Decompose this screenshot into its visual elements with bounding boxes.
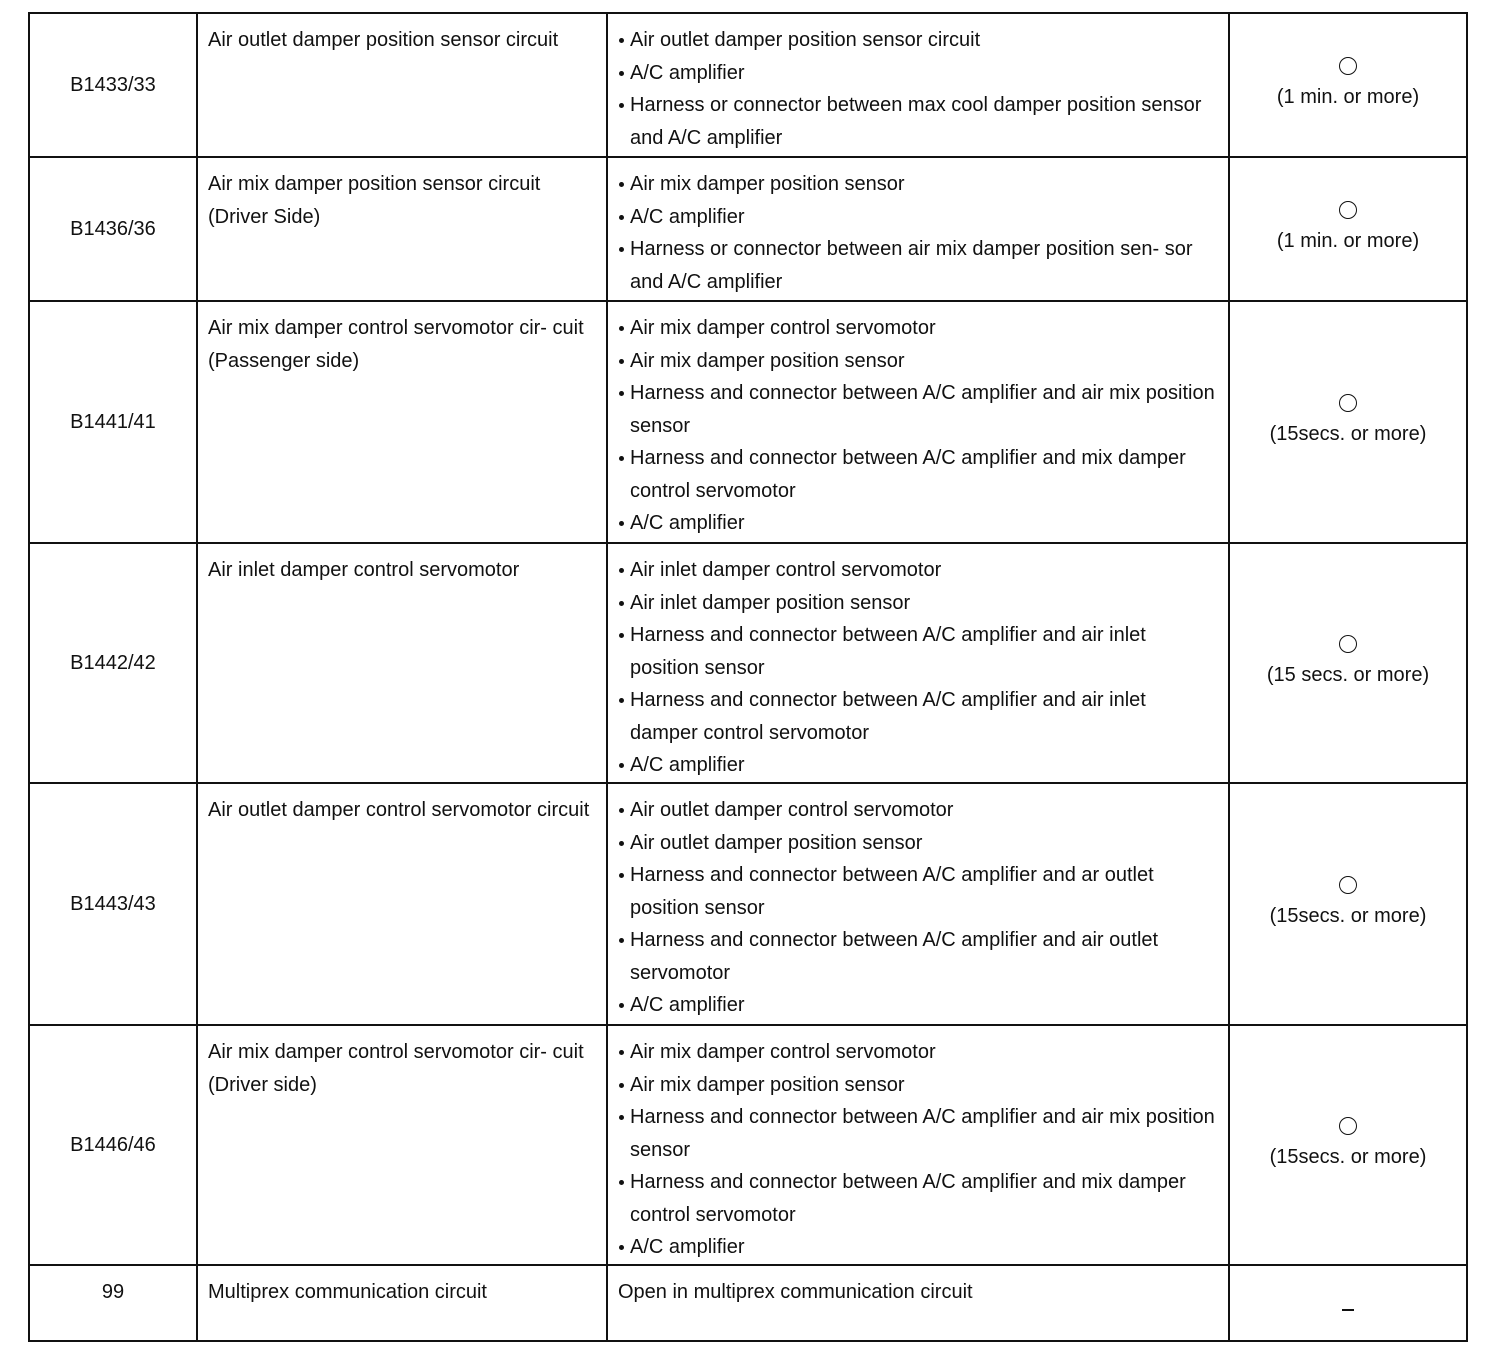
- table-row: [29, 157, 1467, 301]
- list-item: Harness or connector between max cool damper position sensor and A/C amplifier: [618, 89, 1218, 154]
- memory-cell: [1229, 157, 1467, 301]
- dtc-code-cell: B1446/46: [29, 1025, 197, 1265]
- list-item: Harness and connector between A/C amplifier and air mix position sensor: [618, 1101, 1218, 1166]
- list-item: Harness and connector between A/C amplifier and air mix position sensor: [618, 377, 1218, 442]
- circle-icon: [1339, 876, 1357, 894]
- list-item: Air mix damper control servomotor: [618, 312, 1218, 345]
- memory-cell: [1229, 13, 1467, 157]
- list-item: Air inlet damper control servomotor: [618, 554, 1218, 587]
- list-item: A/C amplifier: [618, 57, 1218, 90]
- circle-icon: [1339, 201, 1357, 219]
- dtc-code-cell: B1436/36: [29, 157, 197, 301]
- trouble-area-cell: [607, 783, 1229, 1025]
- trouble-area-cell: [607, 157, 1229, 301]
- detection-item-cell: Air inlet damper control servomotor: [197, 543, 607, 783]
- trouble-area-list: [618, 554, 1218, 782]
- list-item: Air mix damper control servomotor: [618, 1036, 1218, 1069]
- memory-cell: [1229, 783, 1467, 1025]
- detection-item-cell: Air mix damper position sensor circuit (Driver Side): [197, 157, 607, 301]
- circle-icon: [1339, 1117, 1357, 1135]
- dtc-code-cell: B1442/42: [29, 543, 197, 783]
- table-row: [29, 13, 1467, 157]
- detection-item-cell: Air outlet damper position sensor circuit: [197, 13, 607, 157]
- memory-cell: [1229, 1265, 1467, 1341]
- list-item: Air outlet damper control servomotor: [618, 794, 1218, 827]
- memory-condition: (1 min. or more): [1276, 86, 1420, 108]
- memory-condition: (1 min. or more): [1276, 230, 1420, 252]
- trouble-area-list: [618, 24, 1218, 154]
- dtc-code-cell: B1443/43: [29, 783, 197, 1025]
- list-item: Harness or connector between air mix damper position sen- sor and A/C amplifier: [618, 233, 1218, 298]
- trouble-area-cell: Open in multiprex communication circuit: [607, 1265, 1229, 1341]
- table-row: [29, 301, 1467, 543]
- dash-icon: [1342, 1309, 1354, 1311]
- trouble-area-cell: [607, 13, 1229, 157]
- dtc-code-cell: B1441/41: [29, 301, 197, 543]
- trouble-area-list: [618, 794, 1218, 1022]
- table-row: [29, 1025, 1467, 1265]
- list-item: Air mix damper position sensor: [618, 168, 1218, 201]
- table-row: [29, 1265, 1467, 1341]
- list-item: A/C amplifier: [618, 989, 1218, 1022]
- list-item: Harness and connector between A/C amplifier and mix damper control servomotor: [618, 1166, 1218, 1231]
- list-item: A/C amplifier: [618, 201, 1218, 234]
- detection-item-cell: Air mix damper control servomotor cir- cuit (Driver side): [197, 1025, 607, 1265]
- dtc-code-cell: B1433/33: [29, 13, 197, 157]
- circle-icon: [1339, 635, 1357, 653]
- list-item: Harness and connector between A/C amplifier and ar outlet position sensor: [618, 859, 1218, 924]
- detection-item-cell: Multiprex communication circuit: [197, 1265, 607, 1341]
- circle-icon: [1339, 394, 1357, 412]
- memory-condition: (15 secs. or more): [1266, 664, 1430, 686]
- list-item: Air mix damper position sensor: [618, 1069, 1218, 1102]
- memory-condition: (15secs. or more): [1269, 905, 1427, 927]
- trouble-area-list: [618, 1036, 1218, 1264]
- list-item: A/C amplifier: [618, 507, 1218, 540]
- list-item: A/C amplifier: [618, 1231, 1218, 1264]
- list-item: Air outlet damper position sensor: [618, 827, 1218, 860]
- memory-cell: [1229, 1025, 1467, 1265]
- trouble-area-cell: [607, 1025, 1229, 1265]
- table-row: [29, 783, 1467, 1025]
- detection-item-cell: Air outlet damper control servomotor circuit: [197, 783, 607, 1025]
- memory-condition: (15secs. or more): [1269, 423, 1427, 445]
- trouble-area-list: [618, 168, 1218, 298]
- list-item: Air outlet damper position sensor circuit: [618, 24, 1218, 57]
- circle-icon: [1339, 57, 1357, 75]
- memory-cell: [1229, 543, 1467, 783]
- diagnostic-code-table: [28, 12, 1468, 1342]
- trouble-area-cell: [607, 301, 1229, 543]
- trouble-area-list: [618, 312, 1218, 540]
- dtc-code-cell: 99: [29, 1265, 197, 1341]
- list-item: Air inlet damper position sensor: [618, 587, 1218, 620]
- list-item: A/C amplifier: [618, 749, 1218, 782]
- list-item: Air mix damper position sensor: [618, 345, 1218, 378]
- list-item: Harness and connector between A/C amplifier and air inlet damper control servomotor: [618, 684, 1218, 749]
- memory-cell: [1229, 301, 1467, 543]
- list-item: Harness and connector between A/C amplifier and mix damper control servomotor: [618, 442, 1218, 507]
- trouble-area-cell: [607, 543, 1229, 783]
- list-item: Harness and connector between A/C amplifier and air outlet servomotor: [618, 924, 1218, 989]
- detection-item-cell: Air mix damper control servomotor cir- cuit (Passenger side): [197, 301, 607, 543]
- list-item: Harness and connector between A/C amplifier and air inlet position sensor: [618, 619, 1218, 684]
- table-row: [29, 543, 1467, 783]
- memory-condition: (15secs. or more): [1269, 1146, 1427, 1168]
- diagnostic-code-table-page: [28, 12, 1466, 1342]
